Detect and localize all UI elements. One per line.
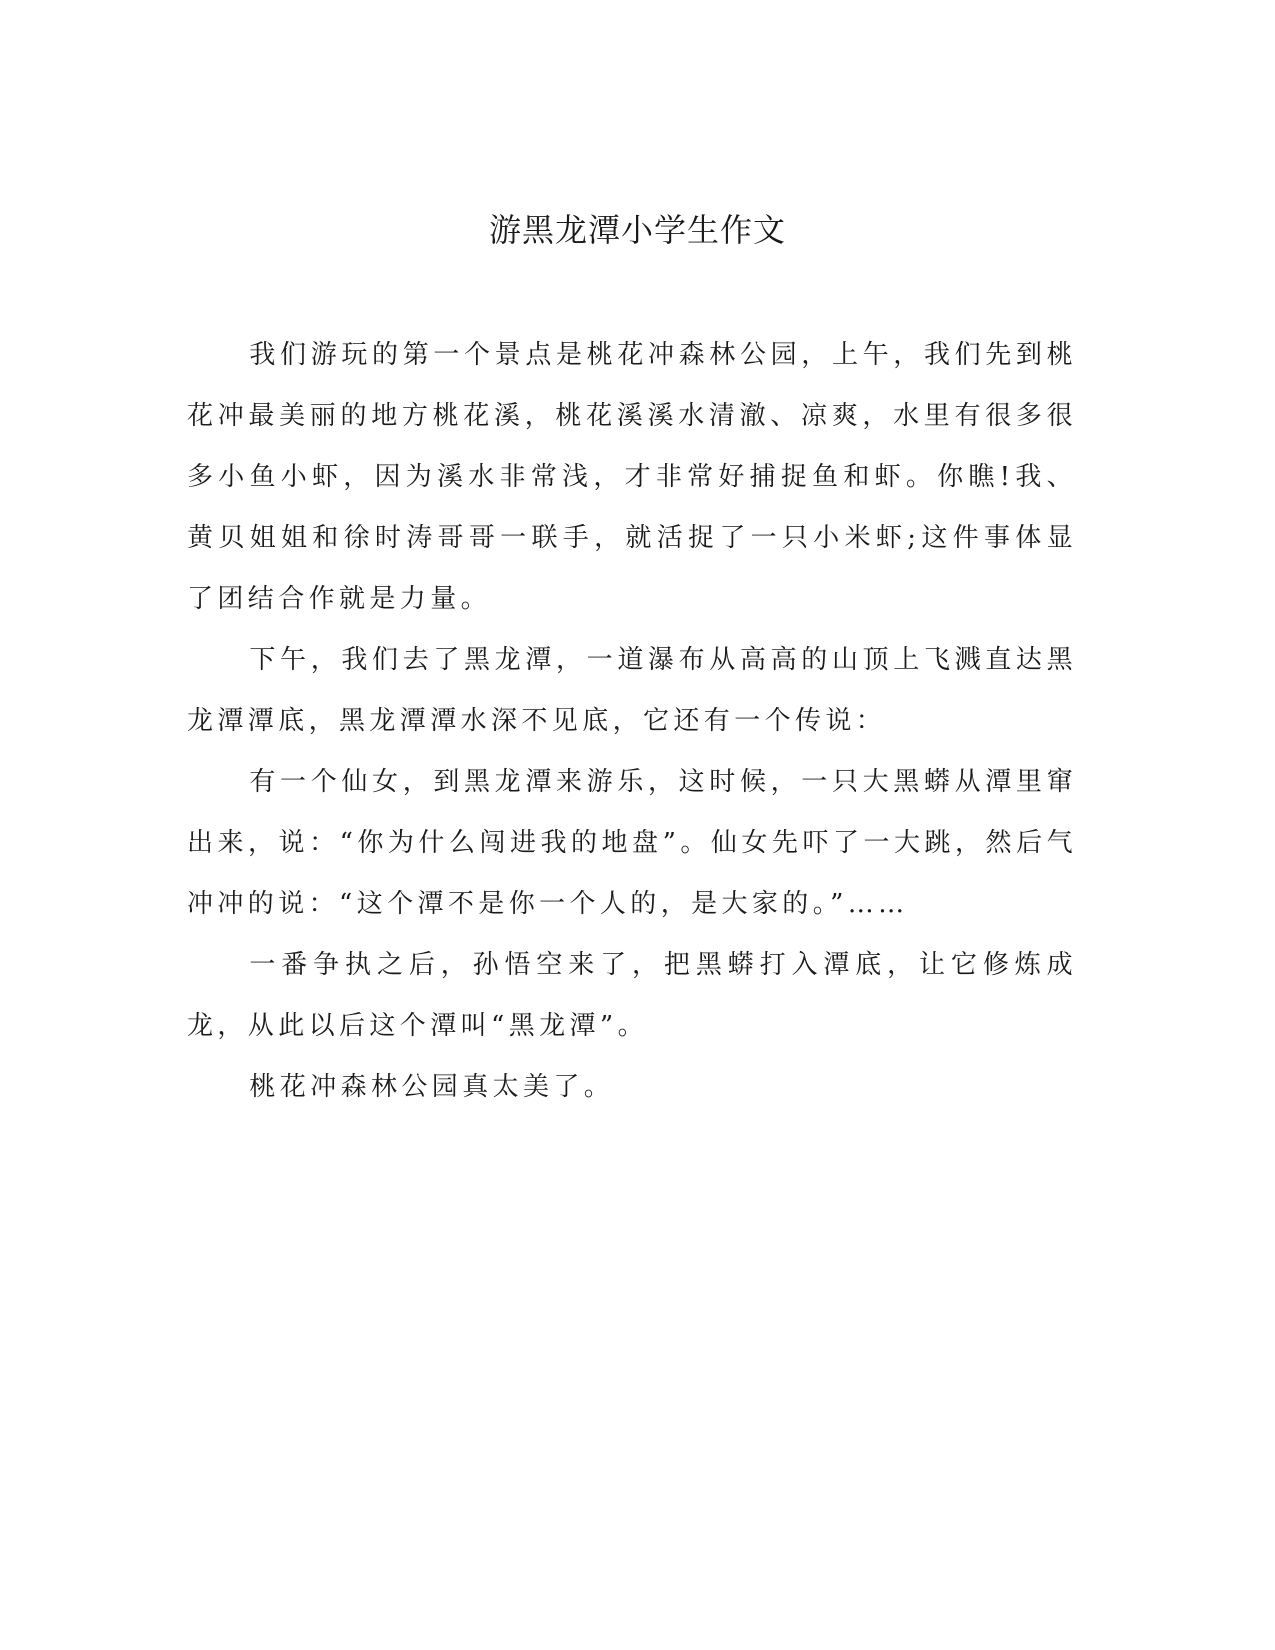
document-body (187, 325, 1077, 1118)
paragraph-4: 一番争执之后，孙悟空来了，把黑蟒打入潭底，让它修炼成龙，从此以后这个潭叫“黑龙潭”。 (187, 950, 1077, 1041)
paragraph-3: 有一个仙女，到黑龙潭来游乐，这时候，一只大黑蟒从潭里窜出来，说：“你为什么闯进我的地盘”。仙女先吓了一大跳，然后气冲冲的说：“这个潭不是你一个人的，是大家的。”…… (187, 767, 1077, 919)
paragraph-2: 下午，我们去了黑龙潭，一道瀑布从高高的山顶上飞溅直达黑龙潭潭底，黑龙潭潭水深不见底，它还有一个传说： (187, 645, 1077, 736)
paragraph-1: 我们游玩的第一个景点是桃花冲森林公园，上午，我们先到桃花冲最美丽的地方桃花溪，桃花溪溪水清澈、凉爽，水里有很多很多小鱼小虾，因为溪水非常浅，才非常好捕捉鱼和虾。你瞧!我、黄贝姐姐和徐时涛哥哥一联手，就活捉了一只小米虾;这件事体显了团结合作就是力量。 (187, 340, 1077, 614)
paragraph-5: 桃花冲森林公园真太美了。 (249, 1072, 615, 1102)
document-title: 游黑龙潭小学生作文 (488, 211, 786, 249)
